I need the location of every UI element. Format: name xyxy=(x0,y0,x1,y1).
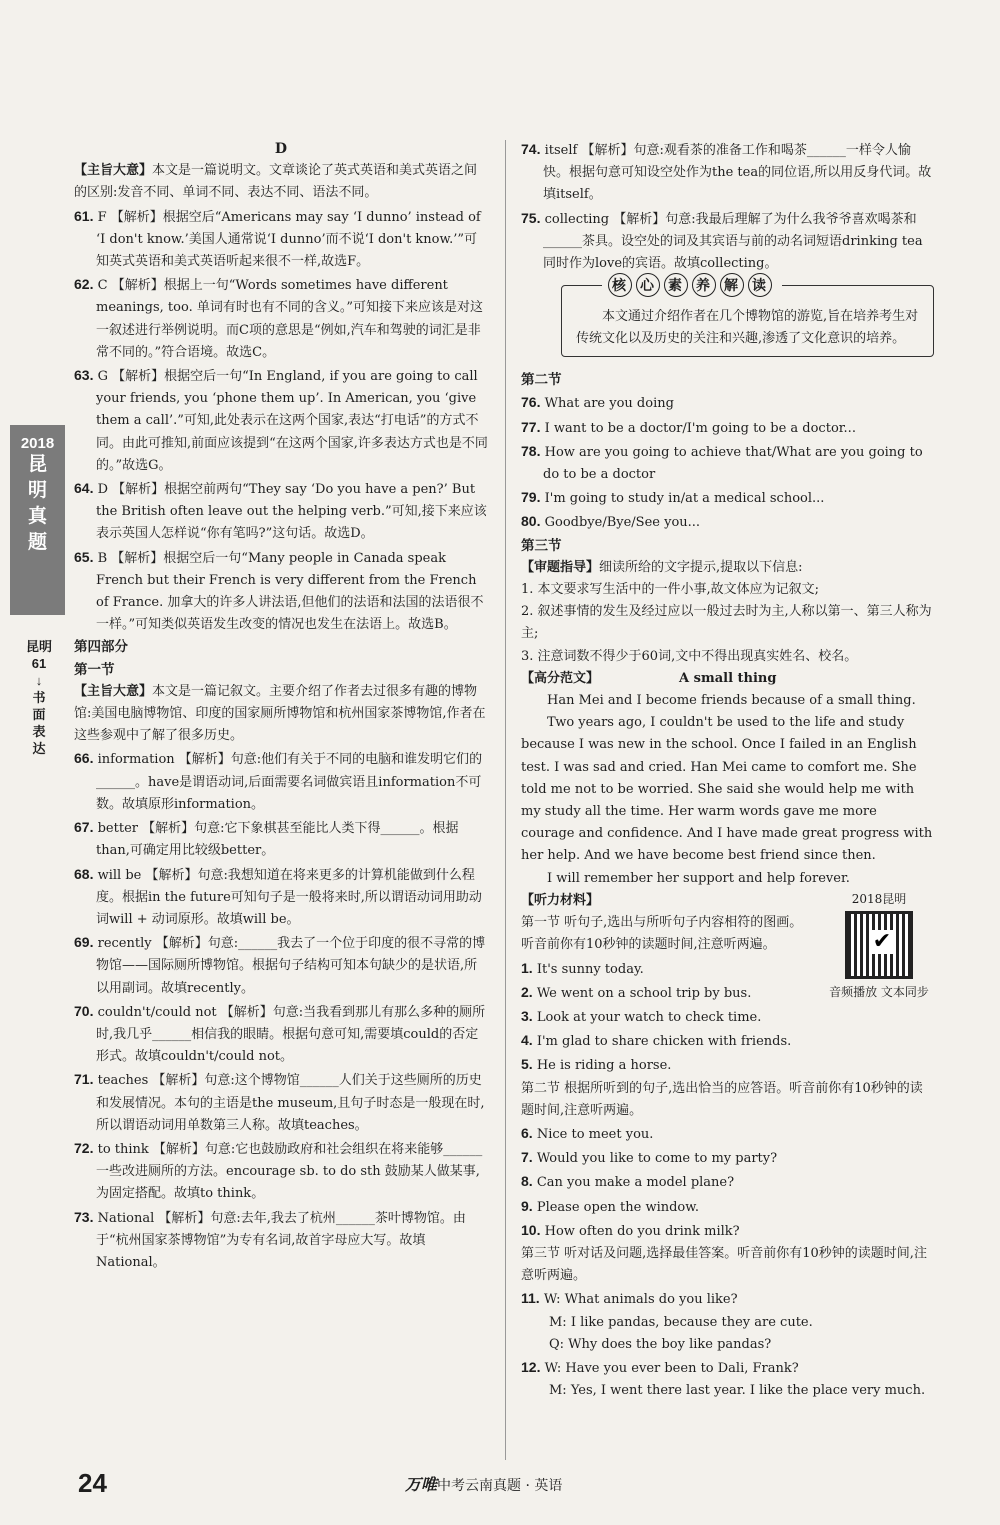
section-marker xyxy=(20,638,58,757)
item-text: How often do you drink milk? xyxy=(544,1223,740,1239)
item-number: 67. xyxy=(74,819,94,836)
dialogue xyxy=(521,1356,934,1380)
essay-label: 【高分范文】 xyxy=(521,670,600,686)
item-text: He is riding a horse. xyxy=(536,1058,672,1074)
item-text: F 【解析】根据空后“Americans may say ‘I dunno’ instead of ‘I don't know.’美国人通常说‘I dunno’而不说‘I don't know.’”可知英式英语和美式英语听起来很不一样,故选F。 xyxy=(96,209,481,270)
marker-line: 61 xyxy=(31,656,47,671)
item-number: 71. xyxy=(74,1071,94,1088)
item-text: Look at your watch to check time. xyxy=(536,1009,762,1025)
dialogue-line: Q: Why does the boy like pandas? xyxy=(549,1336,772,1352)
right-column xyxy=(521,138,934,1402)
listen-item xyxy=(521,1170,934,1194)
listen-intro: 第二节 根据所听到的句子,选出恰当的应答语。听音前你有10秒钟的读题时间,注意听两遍。 xyxy=(521,1080,923,1118)
item-number: 7. xyxy=(521,1149,533,1166)
essay-title: A small thing xyxy=(679,670,777,686)
answer-item xyxy=(74,863,488,932)
essay-heading xyxy=(521,668,934,690)
guide-item: 3. 注意词数不得少于60词,文中不得出现真实姓名、校名。 xyxy=(521,648,858,664)
item-text: Would you like to come to my party? xyxy=(536,1151,778,1167)
title-char: 素 xyxy=(664,273,688,297)
item-text: recently 【解析】句意:______我去了一个位于印度的很不寻常的博物馆——国际厕所博物馆。根据句子结构可知本句缺少的是状语,所以用副词。故填recently。 xyxy=(96,936,486,996)
item-number: 70. xyxy=(74,1002,94,1019)
answer-item xyxy=(521,207,934,276)
dialogue-line: W: What animals do you like? xyxy=(543,1292,738,1308)
guide xyxy=(521,557,934,579)
essay-paragraph: Two years ago, I couldn't be used to the life and study because I was new in the school. Once I failed in an English test. I was sad and cried. Han Mei came to comfort me. She told me not to be worried. She said she would help me with my study all the time. Her warm words gave me more courage and confidence. And I have made great progress with her help. And we have become best friend since then. xyxy=(521,715,933,864)
listen-item xyxy=(521,1005,934,1029)
item-number: 62. xyxy=(74,276,94,293)
listen-item xyxy=(521,1146,934,1170)
item-number: 72. xyxy=(74,1139,94,1156)
year-tab xyxy=(10,425,65,615)
item-number: 80. xyxy=(521,513,541,530)
item-text: How are you going to achieve that/What are you going to do to be a doctor xyxy=(543,444,923,483)
answer-item xyxy=(74,931,488,1000)
qr-label: 2018昆明 xyxy=(851,891,907,906)
section-heading: 第一节 xyxy=(74,661,115,677)
essay-paragraph: Han Mei and I become friends because of a small thing. xyxy=(547,693,916,709)
item-number: 6. xyxy=(521,1124,533,1141)
item-text: will be 【解析】句意:我想知道在将来更多的计算机能做到什么程度。根据in the future可知句子是一般将来时,所以谓语动词用助动词will + 动词原形。故填will be。 xyxy=(96,867,482,927)
dialogue-line: M: I like pandas, because they are cute. xyxy=(549,1314,813,1330)
item-number: 4. xyxy=(521,1032,533,1049)
column-divider xyxy=(505,140,506,1460)
summary xyxy=(74,681,488,748)
item-number: 63. xyxy=(74,367,94,384)
item-text: collecting 【解析】句意:我最后理解了为什么我爷爷喜欢喝茶和______茶具。设空处的词及其宾语与前的动名词短语drinking tea同时作为love的宾语。故填collecting。 xyxy=(543,211,923,272)
item-text: couldn't/could not 【解析】句意:当我看到那儿有那么多种的厕所时,我几乎______相信我的眼睛。根据句意可知,需要填could的否定形式。故填couldn't/could not。 xyxy=(96,1004,486,1065)
year-label: 2018 xyxy=(20,435,55,452)
item-number: 5. xyxy=(521,1056,533,1073)
item-number: 77. xyxy=(521,418,541,435)
tab-char: 昆 xyxy=(27,454,47,475)
footer-title: 中考云南真题 · 英语 xyxy=(437,1478,563,1494)
item-text: We went on a school trip by bus. xyxy=(536,985,752,1001)
item-text: B 【解析】根据空后一句“Many people in Canada speak French but their French is very different from the French of France. 加拿大的许多人讲法语,但他们的法语和法国的法语很不一样。”可知类似英语发生改变的情况也发生在法语上。故选B。 xyxy=(96,550,484,633)
answer-item xyxy=(521,510,934,534)
section-heading: 第二节 xyxy=(521,372,562,388)
listening-section xyxy=(521,890,934,1402)
title-char: 养 xyxy=(692,273,716,297)
box-title xyxy=(602,273,782,297)
answer-item xyxy=(74,205,488,274)
item-number: 64. xyxy=(74,480,94,497)
essay-paragraph: I will remember her support and help forever. xyxy=(547,870,850,886)
item-text: G 【解析】根据空后一句“In England, if you are going to call your friends, you ‘phone them up’. In American, you ‘give them a call’.”可知,此处表示在这两个国家,表达“打电话”的方式不同。由此可推知,前面应该提到“在这两个国家,许多表达方式也是不同的。”故选G。 xyxy=(96,369,488,473)
answer-item xyxy=(74,546,488,637)
brand-logo: 万唯 xyxy=(405,1477,438,1494)
summary-text: 本文是一篇记叙文。主要介绍了作者去过很多有趣的博物馆:美国电脑博物馆、印度的国家厕所博物馆和杭州国家茶博物馆,作者在这些参观中了解了很多历史。 xyxy=(74,683,486,744)
item-text: better 【解析】句意:它下象棋甚至能比人类下得______。根据than,可确定用比较级better。 xyxy=(96,821,459,859)
dialogue xyxy=(521,1287,934,1311)
item-text: I want to be a doctor/I'm going to be a doctor... xyxy=(544,420,856,436)
marker-line: 表 xyxy=(32,724,46,739)
left-column xyxy=(74,138,488,1274)
item-text: teaches 【解析】句意:这个博物馆______人们关于这些厕所的历史和发展情况。本句的主语是the museum,且句子时态是一般现在时,所以谓语动词用单数第三人称。故填teaches。 xyxy=(96,1073,485,1133)
listen-item xyxy=(521,1029,934,1053)
item-text: I'm going to study in/at a medical school... xyxy=(544,491,825,507)
marker-line: ↓ xyxy=(35,673,43,688)
answer-item xyxy=(74,273,488,364)
title-char: 读 xyxy=(748,273,772,297)
box-text: 本文通过介绍作者在几个博物馆的游览,旨在培养考生对传统文化以及历史的关注和兴趣,渗透了文化意识的培养。 xyxy=(576,309,919,347)
marker-line: 书 xyxy=(32,690,46,705)
listen-intro: 第一节 听句子,选出与所听句子内容相符的图画。听音前你有10秒钟的读题时间,注意听两遍。 xyxy=(521,915,803,953)
listen-item xyxy=(521,1053,934,1077)
item-number: 73. xyxy=(74,1208,94,1225)
summary xyxy=(74,160,488,204)
answer-item xyxy=(521,416,934,440)
part-heading: 第四部分 xyxy=(74,639,128,655)
item-text: Please open the window. xyxy=(536,1199,699,1215)
item-text: It's sunny today. xyxy=(536,961,644,977)
item-number: 12. xyxy=(521,1358,541,1375)
item-text: information 【解析】句意:他们有关于不同的电脑和谁发明它们的______。have是谓语动词,后面需要名词做宾语且information不可数。故填原形information。 xyxy=(96,752,483,812)
tab-char: 真 xyxy=(27,506,47,527)
answer-item xyxy=(74,747,488,816)
item-number: 2. xyxy=(521,983,533,1000)
item-text: I'm glad to share chicken with friends. xyxy=(536,1034,792,1050)
item-number: 1. xyxy=(521,959,533,976)
section-heading: 第三节 xyxy=(521,537,562,553)
answer-item xyxy=(74,816,488,862)
listen-label: 【听力材料】 xyxy=(521,892,600,908)
summary-text: 本文是一篇说明文。文章谈论了英式英语和美式英语之间的区别:发音不同、单词不同、表达不同、语法不同。 xyxy=(74,163,478,201)
marker-line: 昆明 xyxy=(25,639,52,654)
qr-block xyxy=(824,890,934,1000)
answer-item xyxy=(74,1206,488,1275)
marker-line: 面 xyxy=(32,707,46,722)
answer-item xyxy=(74,477,488,546)
item-number: 79. xyxy=(521,489,541,506)
item-text: to think 【解析】句意:它也鼓励政府和社会组织在将来能够______一些改进厕所的方法。encourage sb. to do sth 鼓励某人做某事,为固定搭配。故填to think。 xyxy=(96,1141,483,1202)
title-char: 核 xyxy=(608,273,632,297)
answer-item xyxy=(521,138,934,207)
summary-label: 【主旨大意】 xyxy=(74,163,153,179)
dialogue-line: W: Have you ever been to Dali, Frank? xyxy=(544,1360,799,1376)
item-number: 69. xyxy=(74,934,94,951)
section-heading: D xyxy=(274,141,288,157)
guide-item: 2. 叙述事情的发生及经过应以一般过去时为主,人称以第一、第三人称为主; xyxy=(521,604,932,642)
answer-item xyxy=(74,1068,488,1137)
guide-label: 【审题指导】 xyxy=(521,559,600,575)
item-number: 11. xyxy=(521,1290,540,1307)
guide-item: 1. 本文要求写生活中的一件小事,故文体应为记叙文; xyxy=(521,582,820,598)
item-number: 10. xyxy=(521,1221,541,1238)
item-text: C 【解析】根据上一句“Words sometimes have different meanings, too. 单词有时也有不同的含义。”可知接下来应该是对这一叙述进行举例说明。而C项的意思是“例如,汽车和驾驶的词汇是非常不同的。”符合语境。故选C。 xyxy=(96,278,483,360)
summary-label: 【主旨大意】 xyxy=(74,683,153,699)
tab-char: 题 xyxy=(27,532,47,553)
item-text: National 【解析】句意:去年,我去了杭州______茶叶博物馆。由于“杭州国家茶博物馆”为专有名词,故首字母应大写。故填National。 xyxy=(96,1210,466,1270)
listen-item xyxy=(521,1219,934,1243)
listen-item xyxy=(521,1122,934,1146)
item-text: itself 【解析】句意:观看茶的准备工作和喝茶______一样令人愉快。根据句意可知设空处作为the tea的同位语,所以用反身代词。故填itself。 xyxy=(543,143,932,203)
answer-item xyxy=(74,364,488,477)
item-text: Can you make a model plane? xyxy=(536,1175,735,1191)
answer-item xyxy=(521,440,934,486)
answer-item xyxy=(521,486,934,510)
qr-caption: 音频播放 文本同步 xyxy=(829,984,929,999)
answer-item xyxy=(74,1137,488,1206)
item-number: 76. xyxy=(521,394,541,411)
dialogue-line: M: Yes, I went there last year. I like the place very much. xyxy=(549,1383,926,1399)
core-literacy-box xyxy=(561,277,934,357)
item-text: D 【解析】根据空前两句“They say ‘Do you have a pen?’ But the British often leave out the helping verb.”可知,接下来应该表示英国人怎样说“你有笔吗?”这句话。故选D。 xyxy=(96,482,487,542)
listen-intro: 第三节 听对话及问题,选择最佳答案。听音前你有10秒钟的读题时间,注意听两遍。 xyxy=(521,1245,927,1284)
item-number: 8. xyxy=(521,1173,533,1190)
answer-item xyxy=(74,1000,488,1069)
tab-char: 明 xyxy=(27,480,47,501)
item-number: 9. xyxy=(521,1197,533,1214)
item-text: Nice to meet you. xyxy=(536,1126,654,1142)
listen-item xyxy=(521,1195,934,1219)
item-number: 65. xyxy=(74,548,94,565)
qr-code-icon[interactable] xyxy=(845,911,913,979)
item-number: 75. xyxy=(521,209,541,226)
title-char: 解 xyxy=(720,273,744,297)
title-char: 心 xyxy=(636,273,660,297)
item-number: 61. xyxy=(74,207,94,224)
footer xyxy=(405,1472,562,1495)
answer-item xyxy=(521,391,934,415)
item-number: 74. xyxy=(521,141,541,157)
marker-line: 达 xyxy=(32,741,46,756)
item-number: 66. xyxy=(74,750,94,767)
guide-text: 细读所给的文字提示,提取以下信息: xyxy=(599,559,803,575)
item-number: 78. xyxy=(521,442,541,459)
item-number: 68. xyxy=(74,865,94,882)
page-number: 24 xyxy=(78,1468,107,1498)
item-text: What are you doing xyxy=(544,396,674,412)
item-text: Goodbye/Bye/See you... xyxy=(544,515,701,531)
item-number: 3. xyxy=(521,1007,533,1024)
